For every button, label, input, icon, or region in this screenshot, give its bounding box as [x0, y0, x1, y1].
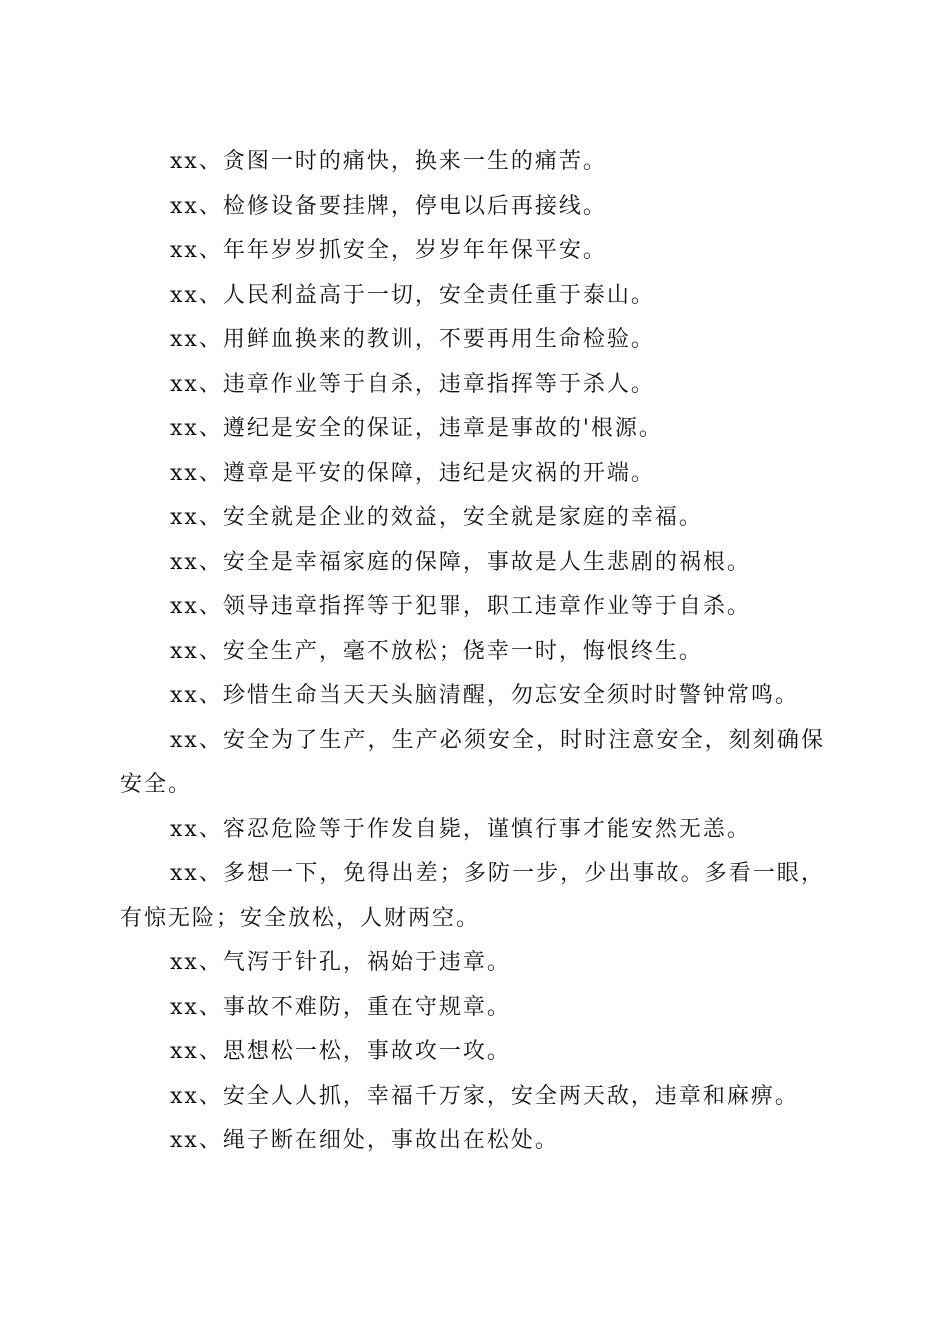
paragraph: xx、安全为了生产，生产必须安全，时时注意安全，刻刻确保安全。 [120, 727, 825, 797]
paragraph: xx、珍惜生命当天天头脑清醒，勿忘安全须时时警钟常鸣。 [170, 683, 799, 708]
paragraph: xx、遵纪是安全的保证，违章是事故的'根源。 [170, 416, 663, 441]
paragraph: xx、人民利益高于一切，安全责任重于泰山。 [170, 282, 655, 308]
paragraph: xx、领导违章指挥等于犯罪，职工违章作业等于自杀。 [170, 594, 751, 619]
paragraph: xx、检修设备要挂牌，停电以后再接线。 [170, 193, 607, 219]
paragraph: xx、绳子断在细处，事故出在松处。 [170, 1128, 559, 1153]
paragraph: xx、气泻于针孔，祸始于违章。 [170, 950, 511, 975]
paragraph: xx、安全就是企业的效益，安全就是家庭的幸福。 [170, 505, 703, 530]
paragraph: xx、年年岁岁抓安全，岁岁年年保平安。 [170, 238, 607, 263]
paragraph: xx、安全生产，毫不放松；侥幸一时，悔恨终生。 [170, 638, 703, 664]
paragraph: xx、贪图一时的痛快，换来一生的痛苦。 [170, 149, 607, 174]
paragraph: xx、容忍危险等于作发自毙，谨慎行事才能安然无恙。 [170, 816, 751, 842]
paragraph: xx、多想一下，免得出差；多防一步，少出事故。多看一眼，有惊无险；安全放松，人财两空。 [120, 861, 825, 931]
document-body [120, 140, 825, 1164]
paragraph: xx、遵章是平安的保障，违纪是灾祸的开端。 [170, 460, 655, 486]
paragraph: xx、安全是幸福家庭的保障，事故是人生悲剧的祸根。 [170, 549, 751, 575]
paragraph: xx、事故不难防，重在守规章。 [170, 994, 511, 1020]
paragraph: xx、违章作业等于自杀，违章指挥等于杀人。 [170, 371, 655, 397]
paragraph: xx、用鲜血换来的教训，不要再用生命检验。 [170, 327, 655, 352]
paragraph: xx、思想松一松，事故攻一攻。 [170, 1039, 511, 1064]
paragraph: xx、安全人人抓，幸福千万家，安全两天敌，违章和麻痹。 [170, 1083, 799, 1109]
